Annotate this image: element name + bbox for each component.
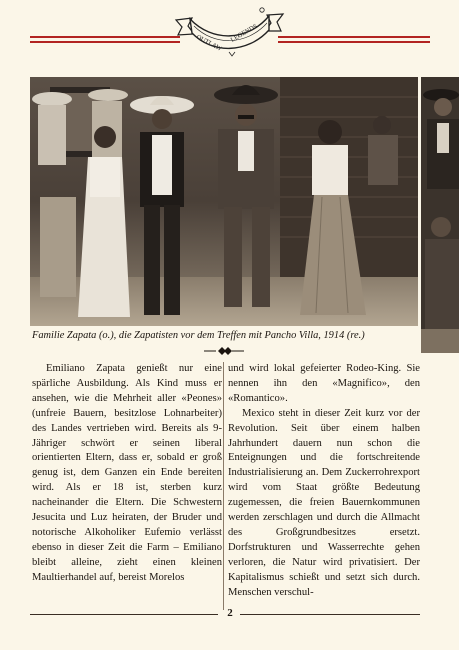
header-rule-left-top — [30, 36, 180, 38]
article-paragraph: Emiliano Zapata genießt nur eine spärliche Ausbildung. Als Kind muss er ansehen, wie die Mehrheit aller «Peones» (unfreie Bauern, besitzlose Lohnarbeiter) des Landes vertrieben wird. Bereits als 9-Jähriger schwört er seinen liberal orientierten Eltern, dass er, sobald er groß genug ist, dem Ganzen ein Ende bereiten wird. Als er 18 ist, sterben kurz nacheinander die Eltern. Die Schwestern Jesucita und Luz heiraten, der Bruder und notorische Alkoholiker Eufemio verlässt ebenso in dieser Zeit die Farm – Emiliano bleibt alleine, zieht einen kleinen Maultierhandel auf, bereist Morelos — [32, 363, 222, 583]
header-rule-right-bottom — [278, 41, 430, 43]
header-rule-right-top — [278, 36, 430, 38]
caption-ornament-icon — [204, 346, 244, 356]
outlaw-legends-banner-logo — [172, 4, 287, 60]
svg-text:LEGENDS: LEGENDS — [229, 22, 259, 44]
zapata-family-photo-image — [30, 77, 418, 326]
column-divider — [223, 362, 224, 610]
header-rule-left-bottom — [30, 41, 180, 43]
footer-rule-left — [30, 614, 218, 615]
svg-text:OUTLAW: OUTLAW — [195, 33, 223, 53]
article-right-column — [228, 362, 420, 601]
page-number: 2 — [227, 607, 233, 619]
article-paragraph: Mexico steht in dieser Zeit kurz vor der Revolution. Seit über einem halben Jahrhundert dauern nun schon die Enteignungen und die fortschreitende Industrialisierung an. Dem Zuckerrohrexport wird vom Staat größte Bedeutung zugemessen, die freien Bauernkommunen werden zerschlagen und durch die Allmacht des Großgrundbesitzes ersetzt. Dorfstrukturen und Wasserrechte gehen verloren, die Natur wird privatisiert. Der Kapitalismus schießt und setzt sich durch. Menschen verschul- — [228, 407, 420, 598]
zapata-family-photo — [30, 77, 418, 326]
zapatistas-photo-image — [421, 77, 459, 353]
article-left-column — [32, 362, 222, 586]
zapatistas-photo — [421, 77, 459, 353]
footer-rule-right — [240, 614, 420, 615]
article-paragraph: und wird lokal gefeierter Rodeo-King. Sie nennen ihn den «Magnifico», den «Romantico». — [228, 363, 420, 404]
photo-caption: Familie Zapata (o.), die Zapatisten vor dem Treffen mit Pancho Villa, 1914 (re.) — [32, 330, 365, 341]
